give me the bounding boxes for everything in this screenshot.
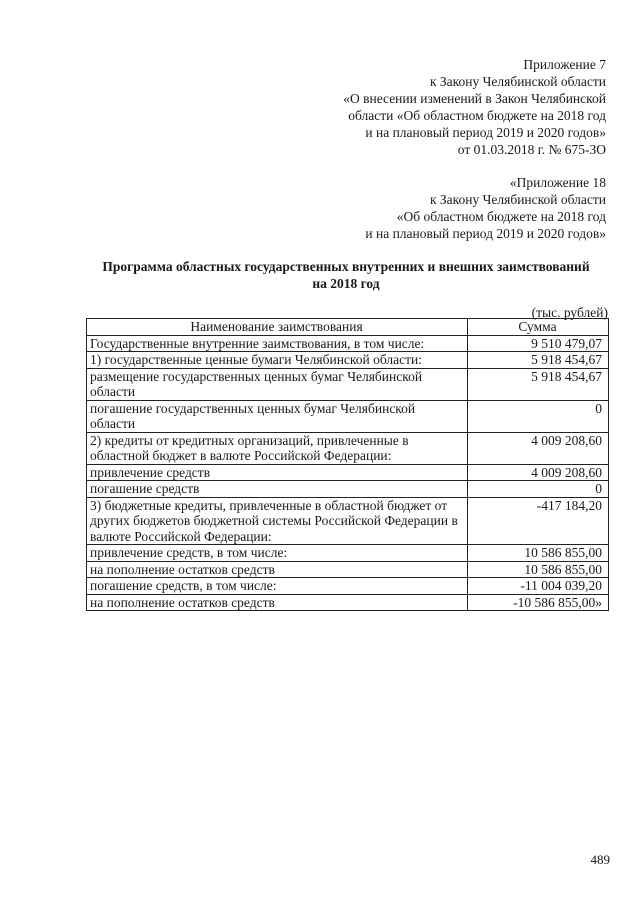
header-line: области «Об областном бюджете на 2018 год <box>348 108 606 123</box>
table-row <box>87 497 609 545</box>
title-line-2: на 2018 год <box>312 276 380 291</box>
header-line: и на плановый период 2019 и 2020 годов» <box>365 125 606 140</box>
appendix-18-header <box>365 174 606 242</box>
borrowing-name-cell: 3) бюджетные кредиты, привлеченные в областной бюджет от других бюджетов бюджетной системы Российской Федерации в валюте Российской Федерации: <box>87 497 468 545</box>
unit-note: (тыс. рублей) <box>531 305 608 320</box>
table-row <box>87 400 609 432</box>
header-line: «Приложение 18 <box>509 175 606 190</box>
table-header-row <box>87 319 609 336</box>
borrowing-name-cell: размещение государственных ценных бумаг Челябинской области <box>87 368 468 400</box>
amount-cell: -11 004 039,20 <box>468 578 609 595</box>
amount-cell: 4 009 208,60 <box>468 432 609 464</box>
column-header-name: Наименование заимствования <box>87 319 468 336</box>
table-row <box>87 464 609 481</box>
amount-cell: 0 <box>468 400 609 432</box>
table-row <box>87 545 609 562</box>
table-body <box>87 335 609 611</box>
amount-cell: 0 <box>468 481 609 498</box>
table-row <box>87 561 609 578</box>
table-row <box>87 352 609 369</box>
borrowing-program-table <box>86 318 609 611</box>
header-line: «Об областном бюджете на 2018 год <box>396 209 606 224</box>
amount-cell: 5 918 454,67 <box>468 352 609 369</box>
borrowing-name-cell: погашение средств, в том числе: <box>87 578 468 595</box>
borrowing-name-cell: на пополнение остатков средств <box>87 594 468 611</box>
amount-cell: 5 918 454,67 <box>468 368 609 400</box>
borrowing-name-cell: привлечение средств <box>87 464 468 481</box>
header-line: к Закону Челябинской области <box>429 74 606 89</box>
table-row <box>87 481 609 498</box>
table-row <box>87 335 609 352</box>
header-line: от 01.03.2018 г. № 675-ЗО <box>457 142 606 157</box>
amount-cell: 9 510 479,07 <box>468 335 609 352</box>
borrowing-name-cell: 1) государственные ценные бумаги Челябинской области: <box>87 352 468 369</box>
document-title <box>86 258 606 292</box>
table-row <box>87 594 609 611</box>
borrowing-name-cell: Государственные внутренние заимствования, в том числе: <box>87 335 468 352</box>
borrowing-name-cell: привлечение средств, в том числе: <box>87 545 468 562</box>
amount-cell: 10 586 855,00 <box>468 561 609 578</box>
table-row <box>87 432 609 464</box>
page-number: 489 <box>590 852 610 867</box>
borrowing-name-cell: погашение средств <box>87 481 468 498</box>
borrowing-name-cell: на пополнение остатков средств <box>87 561 468 578</box>
amount-cell: -10 586 855,00» <box>468 594 609 611</box>
header-line: и на плановый период 2019 и 2020 годов» <box>365 226 606 241</box>
header-line: к Закону Челябинской области <box>429 192 606 207</box>
header-line: Приложение 7 <box>523 57 606 72</box>
appendix-7-header <box>343 56 606 158</box>
borrowing-name-cell: погашение государственных ценных бумаг Челябинской области <box>87 400 468 432</box>
title-line-1: Программа областных государственных внутренних и внешних заимствований <box>102 259 590 274</box>
borrowing-name-cell: 2) кредиты от кредитных организаций, привлеченные в областной бюджет в валюте Российской Федерации: <box>87 432 468 464</box>
table-row <box>87 578 609 595</box>
amount-cell: 10 586 855,00 <box>468 545 609 562</box>
column-header-amount: Сумма <box>468 319 609 336</box>
amount-cell: 4 009 208,60 <box>468 464 609 481</box>
header-line: «О внесении изменений в Закон Челябинской <box>343 91 606 106</box>
amount-cell: -417 184,20 <box>468 497 609 545</box>
table-row <box>87 368 609 400</box>
